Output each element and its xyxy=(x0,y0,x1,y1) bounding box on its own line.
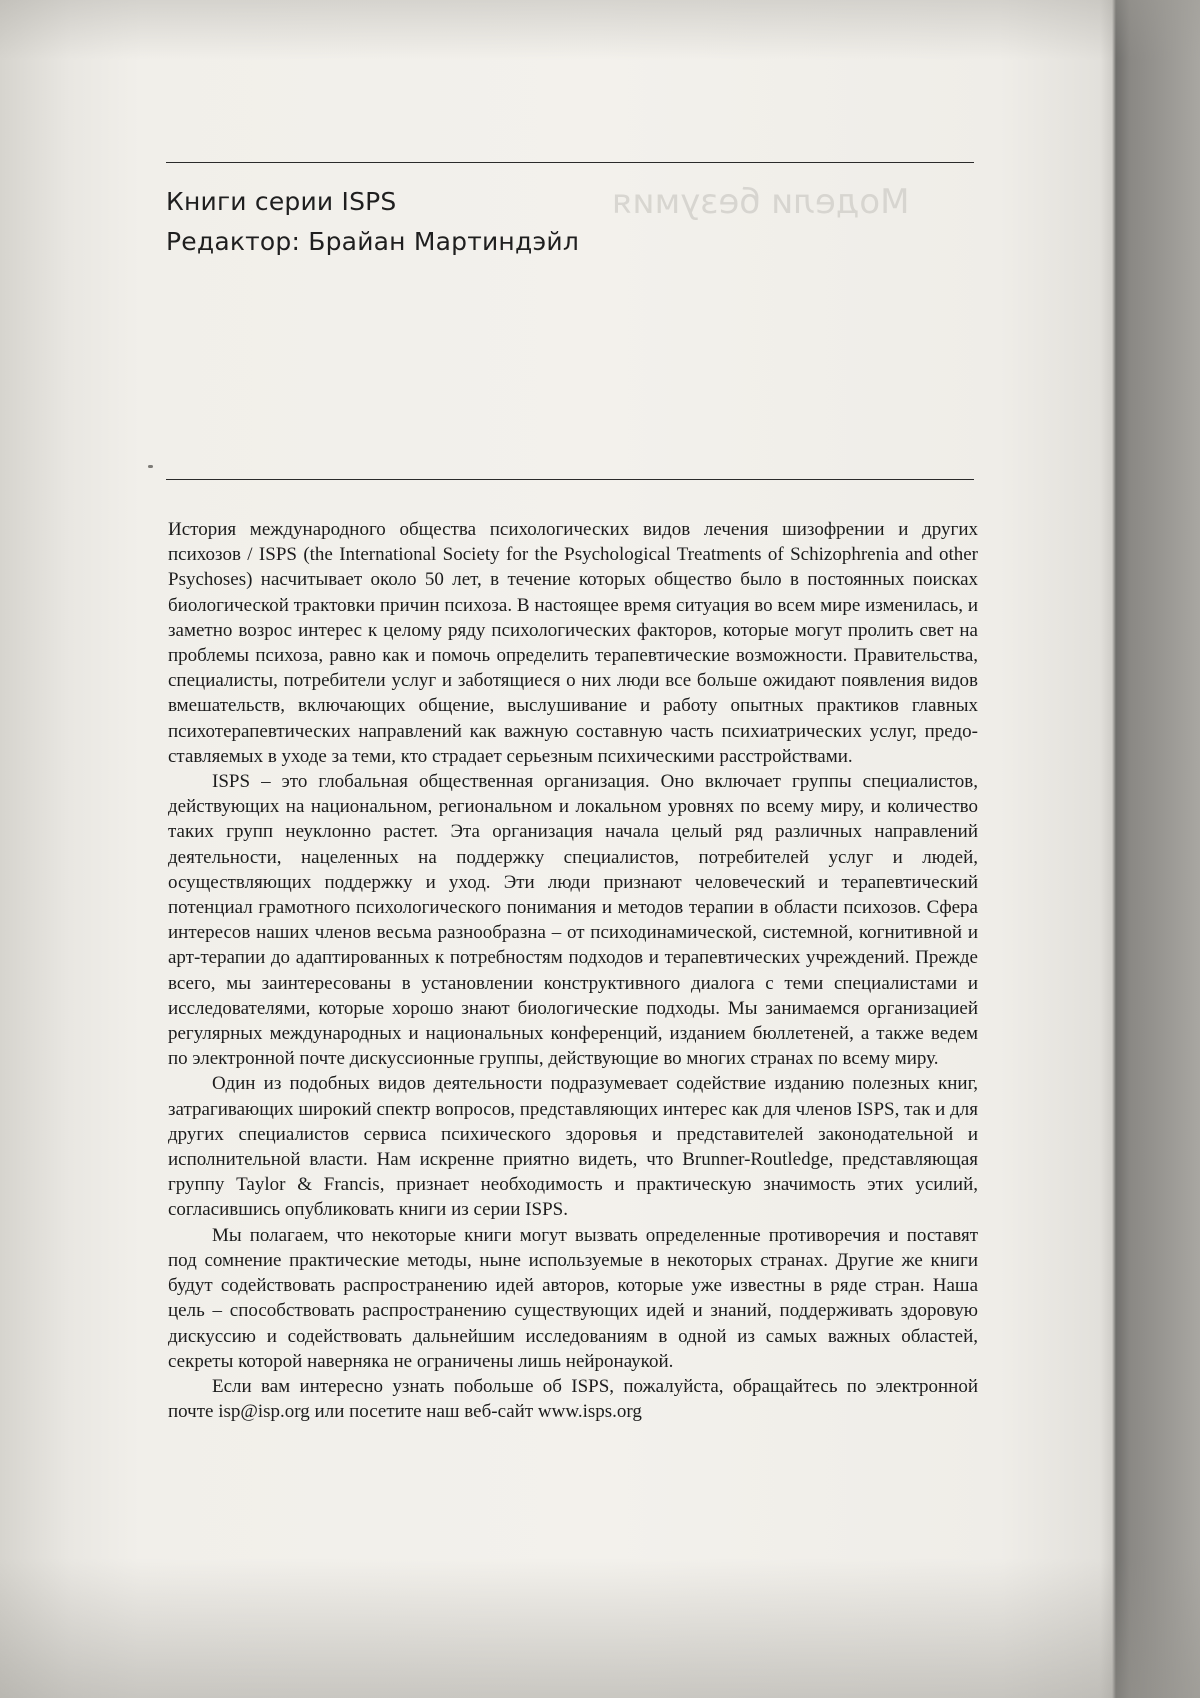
stray-mark xyxy=(148,465,153,468)
series-header xyxy=(166,182,686,262)
paragraph-organization: ISPS – это глобальная общественная организация. Оно включает группы специалистов, действующих на национальном, региональном и локальном уровнях по всему миру, и количество таких групп неуклонно растет. Эта организация начала целый ряд различных направлений деятельности, нацеленных на поддержку специалистов, потребителей услуг и людей, осуществляющих поддержку и уход. Эти люди признают человеческий и терапевтический потенциал грамотного психологического понимания и методов терапии в области психозов. Сфера интересов наших членов весьма разнообразна – от психодинамической, системной, когнитивной и арт-терапии до адаптированных к потребностям подходов и терапевтических учреждений. Прежде всего, мы заинтересованы в установлении конструктивного диалога с теми специалистами и исследователями, которые хорошо знают биологические подходы. Мы занимаемся организацией регулярных международных и национальных конференций, изданием бюллетеней, а также ведем по электронной почте дискуссионные группы, действующие во многих странах по всему миру. xyxy=(168,771,978,1070)
page-shadow-bottom xyxy=(0,1558,1200,1698)
page-shadow-top xyxy=(0,0,1200,60)
paragraph-contact: Если вам интересно узнать побольше об ISPS, пожалуйста, обращайтесь по электронной почте isp@isp.org или посетите наш веб-сайт www.isps.org xyxy=(168,1375,978,1423)
top-rule xyxy=(166,162,974,163)
body-text xyxy=(168,517,978,1424)
bottom-rule xyxy=(166,479,974,480)
bleed-through-text: Модели безумия xyxy=(612,182,910,222)
series-editor: Редактор: Брайан Мартиндэйл xyxy=(166,227,580,256)
series-title: Книги серии ISPS xyxy=(166,187,397,216)
paragraph-goals: Мы полагаем, что некоторые книги могут вызвать определенные противоречия и поставят под сомнение практические методы, ныне используемые в некоторых странах. Другие же книги будут содействовать распространению идей авторов, которые уже известны в ряде стран. Наша цель – способствовать распространению существующих идей и знаний, поддерживать здоровую дискуссию и содействовать дальнейшим исследованиям в одной из самых важных областей, секреты которой наверняка не ограничены лишь нейронаукой. xyxy=(168,1224,978,1372)
paragraph-history: История международного общества психологических видов лечения шизофрении и других психозов / ISPS (the International Society for the Psychological Treatments of Schizophrenia and other Psychoses) насчитывает около 50 лет, в течение которых общество было в постоянных поисках биологической трактовки причин психоза. В настоящее время ситуация во всем мире изменилась, и заметно возрос интерес к целому ряду психологических факторов, которые могут пролить свет на проблемы психоза, равно как и помочь определить терапевтические возможности. Правительства, специалисты, потребители услуг и заботящиеся о них люди все больше ожидают появления видов вмешательств, включающих общение, выслушивание и работу опытных практиков главных психотерапевтических направлений как важную составную часть психиатрических услуг, предоставляемых в уходе за теми, кто страдает серьезным психическими расстройствами. xyxy=(168,519,978,767)
paragraph-publishing: Один из подобных видов деятельности подразумевает содействие изданию полезных книг, затрагивающих широкий спектр вопросов, представляющих интерес как для членов ISPS, так и для других специалистов сервиса психического здоровья и представителей законодательной и исполнительной власти. Нам искренне приятно видеть, что Brunner-Routledge, представляющая группу Taylor & Francis, признает необходимость и практическую значимость этих усилий, согласившись опубликовать книги из серии ISPS. xyxy=(168,1073,978,1221)
